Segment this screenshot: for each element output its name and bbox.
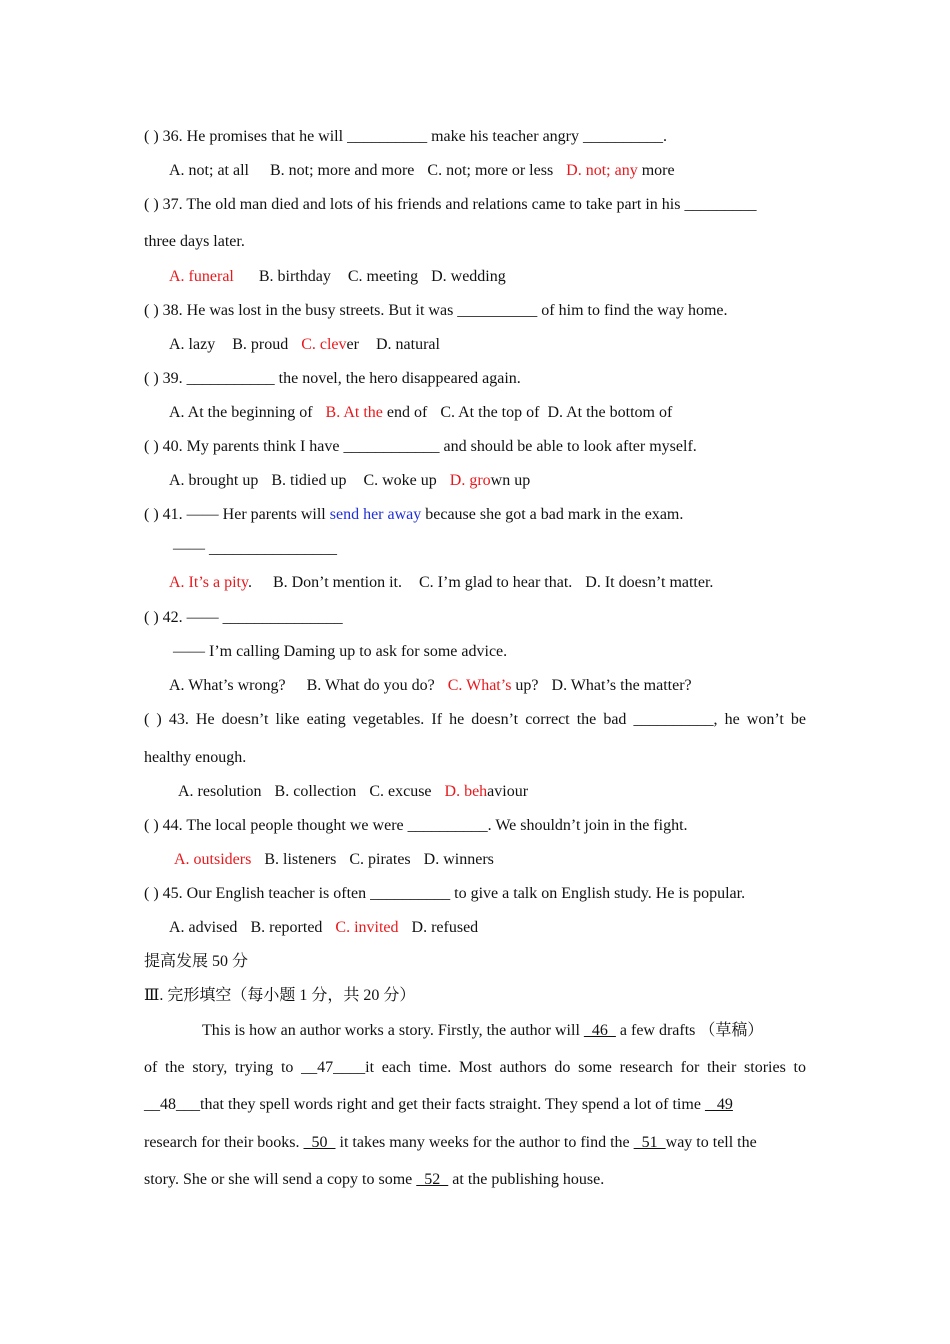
option-b: B. Don’t mention it. (272, 574, 402, 591)
question-41-reply (173, 539, 835, 559)
answer-highlight: D. gro (449, 472, 491, 489)
options-36 (169, 161, 831, 181)
question-text: ( ) 40. My parents think I have ____________ and should be able to look after myself. (144, 438, 697, 455)
option-a: A. not; at all (169, 162, 249, 179)
option-b: B. reported (250, 919, 323, 936)
answer-highlight: C. clev (301, 336, 347, 353)
question-44 (144, 816, 806, 836)
answer-rest: aviour (487, 783, 529, 800)
question-43 (144, 710, 806, 730)
options-44 (174, 850, 836, 870)
blank-50: 50 (303, 1134, 336, 1151)
option-c: C. not; more or less (427, 162, 554, 179)
question-43-cont (144, 748, 806, 768)
answer-rest: end of (382, 404, 428, 421)
option-c: C. excuse (369, 783, 432, 800)
question-text: ( ) 37. The old man died and lots of his friends and relations came to take part in his _________ (144, 196, 757, 213)
option-b: B. tidied up (271, 472, 347, 489)
answer-rest: . (247, 574, 252, 591)
question-text-continued: healthy enough. (144, 749, 247, 766)
option-d: D. refused (411, 919, 479, 936)
question-text: ( ) 41. —— Her parents will (144, 506, 330, 523)
section-heading: 提高发展 50 分 (144, 953, 249, 970)
passage-text: of the story, trying to __47____it each time. Most authors do some research for their stories to (144, 1059, 806, 1076)
passage-text: it takes many weeks for the author to find the (335, 1134, 634, 1151)
question-text: ( ) 39. ___________ the novel, the hero disappeared again. (144, 370, 521, 387)
passage-text: research for their books. (144, 1134, 304, 1151)
option-a: A. brought up (169, 472, 259, 489)
options-39 (169, 403, 831, 423)
passage-text: way to tell the (665, 1134, 757, 1151)
option-d: D. winners (423, 851, 494, 868)
passage-text: __48___that they spell words right and get their facts straight. They spend a lot of time (144, 1096, 705, 1113)
section-title: Ⅲ. 完形填空（每小题 1 分，共 20 分） (144, 987, 416, 1004)
options-45 (169, 918, 831, 938)
option-a: A. At the beginning of (169, 404, 313, 421)
question-41 (144, 505, 806, 525)
question-45 (144, 884, 806, 904)
option-d: D. At the bottom of (547, 404, 673, 421)
option-c: C. I’m glad to hear that. (419, 574, 573, 591)
option-b: B. listeners (264, 851, 337, 868)
answer-rest: more (637, 162, 675, 179)
answer-rest: er (346, 336, 359, 353)
options-42 (169, 676, 831, 696)
option-a: A. What’s wrong? (169, 677, 286, 694)
question-text: ( ) 42. —— _______________ (144, 609, 343, 626)
options-38 (169, 335, 831, 355)
question-36 (144, 127, 806, 147)
answer-highlight: A. outsiders (174, 851, 252, 868)
answer-highlight: B. At the (325, 404, 383, 421)
blank-49: 49 (704, 1096, 733, 1113)
option-d: D. wedding (431, 268, 506, 285)
answer-highlight: D. beh (444, 783, 488, 800)
answer-highlight: A. It’s a pity (169, 574, 248, 591)
options-41 (169, 573, 831, 593)
answer-highlight: C. invited (335, 919, 399, 936)
option-c: C. woke up (363, 472, 437, 489)
reply-text: —— I’m calling Daming up to ask for some advice. (173, 643, 508, 660)
question-text: ( ) 38. He was lost in the busy streets. But it was __________ of him to find the way home. (144, 302, 728, 319)
option-b: B. birthday (258, 268, 331, 285)
question-42 (144, 608, 806, 628)
option-c: C. pirates (349, 851, 411, 868)
question-text-end: because she got a bad mark in the exam. (421, 506, 684, 523)
phrase-highlight: send her away (329, 506, 422, 523)
question-text: ( ) 44. The local people thought we were __________. We shouldn’t join in the fight. (144, 817, 688, 834)
option-a: A. advised (169, 919, 238, 936)
answer-highlight: A. funeral (169, 268, 234, 285)
question-37-cont (144, 232, 806, 252)
option-d: D. natural (375, 336, 440, 353)
option-b: B. proud (232, 336, 289, 353)
question-text: ( ) 43. He doesn’t like eating vegetables. If he doesn’t correct the bad __________, he won’t be (144, 711, 806, 728)
option-c: C. meeting (347, 268, 419, 285)
passage-line-2 (144, 1058, 806, 1078)
passage-line-4 (144, 1133, 806, 1153)
passage-line-1 (202, 1021, 806, 1041)
answer-rest: wn up (490, 472, 531, 489)
passage-text: a few drafts （草稿） (615, 1022, 764, 1039)
blank-46: 46 (583, 1022, 616, 1039)
blank-51: 51 (633, 1134, 666, 1151)
option-b: B. collection (274, 783, 357, 800)
question-42-reply (173, 642, 835, 662)
question-37 (144, 195, 806, 215)
option-b: B. What do you do? (306, 677, 435, 694)
question-text-continued: three days later. (144, 233, 245, 250)
passage-text: story. She or she will send a copy to some (144, 1171, 417, 1188)
option-d: D. What’s the matter? (551, 677, 692, 694)
question-38 (144, 301, 806, 321)
passage-text: This is how an author works a story. Firstly, the author will (202, 1022, 584, 1039)
option-d: D. It doesn’t matter. (585, 574, 714, 591)
reply-blank: —— ________________ (173, 540, 337, 557)
passage-text: at the publishing house. (448, 1171, 605, 1188)
option-c: C. At the top of (440, 404, 540, 421)
question-39 (144, 369, 806, 389)
passage-line-3 (144, 1095, 806, 1115)
answer-rest: up? (511, 677, 539, 694)
options-37 (169, 267, 831, 287)
options-40 (169, 471, 831, 491)
option-a: A. resolution (178, 783, 262, 800)
passage-line-5 (144, 1170, 806, 1190)
question-text: ( ) 45. Our English teacher is often __________ to give a talk on English study. He is popular. (144, 885, 746, 902)
option-b: B. not; more and more (269, 162, 415, 179)
question-40 (144, 437, 806, 457)
answer-highlight: C. What’s (447, 677, 512, 694)
options-43 (178, 782, 840, 802)
answer-highlight: D. not; any (566, 162, 638, 179)
question-text: ( ) 36. He promises that he will __________ make his teacher angry __________. (144, 128, 667, 145)
option-a: A. lazy (169, 336, 216, 353)
blank-52: 52 (416, 1171, 449, 1188)
